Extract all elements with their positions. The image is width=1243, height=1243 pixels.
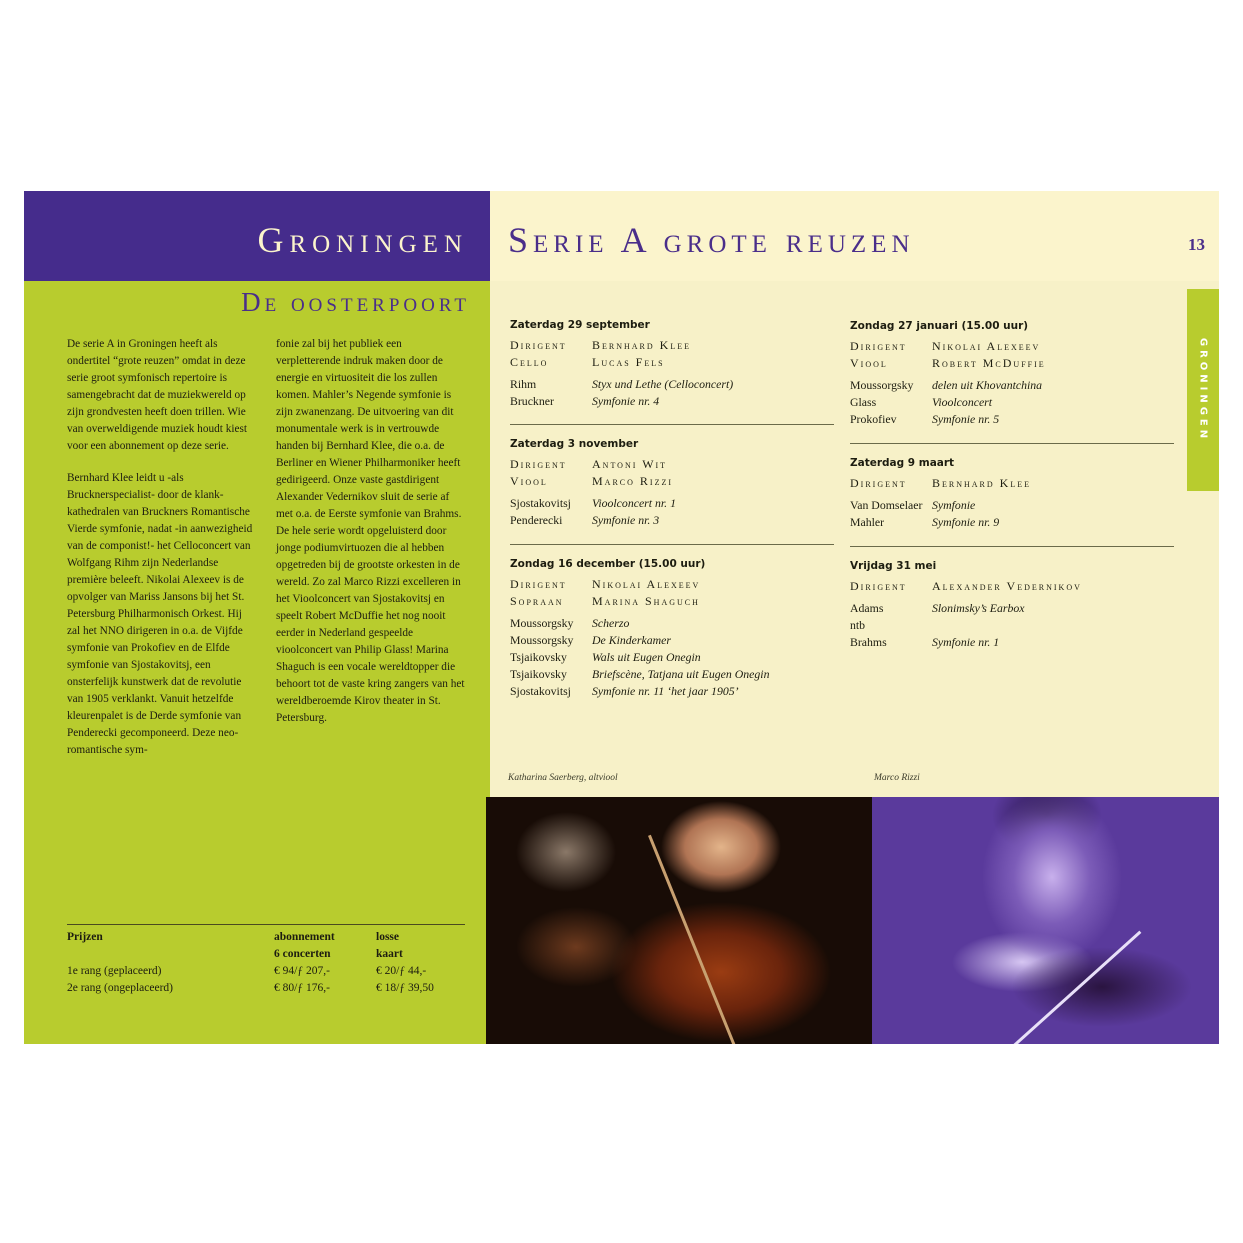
concert-date: Vrijdag 31 mei (850, 560, 937, 572)
composer: Adams (850, 601, 884, 615)
performer-role: Dirigent (850, 476, 907, 490)
performer-role: Viool (850, 356, 888, 370)
intro-panel (24, 281, 490, 1044)
bow-shape (1006, 931, 1142, 1044)
performer-role: Dirigent (510, 577, 567, 591)
price-category: 2e rang (ongeplaceerd) (67, 982, 173, 994)
subscription-header-line1: abonnement (274, 931, 335, 943)
composer: Sjostakovitsj (510, 684, 571, 698)
composer: Glass (850, 395, 877, 409)
work-title: delen uit Khovantchina (932, 378, 1043, 392)
work-title: Vioolconcert nr. 1 (592, 496, 676, 510)
performer-name: Bernhard Klee (592, 338, 691, 352)
city-title: Groningen (257, 220, 468, 260)
concert-date: Zaterdag 29 september (510, 319, 650, 331)
composer: Penderecki (510, 513, 563, 527)
violist-photo (486, 797, 872, 1044)
performer-name: Bernhard Klee (932, 476, 1031, 490)
work-title: Symfonie (932, 498, 976, 512)
divider (850, 546, 1174, 547)
concert-block (510, 558, 834, 700)
brochure-page (24, 191, 1219, 1044)
work-title: De Kinderkamer (592, 633, 671, 647)
composer: Tsjaikovsky (510, 667, 567, 681)
composer: Sjostakovitsj (510, 496, 571, 510)
intro-paragraph: De serie A in Groningen heeft als ondertitel “grote reuzen” omdat in deze serie groot symfonisch repertoire is samengebracht dat de muziekwereld op zijn grondvesten heeft doen trillen. Wie van overweldigende muziek houdt kiest voor een abonnement op deze serie. (67, 338, 248, 452)
concert-block (510, 438, 834, 529)
price-row (67, 980, 465, 997)
series-title: Serie A grote reuzen (508, 220, 915, 260)
price-single: € 20/ƒ 44,- (376, 965, 427, 977)
concert-block (850, 457, 1174, 531)
work-title: Briefscène, Tatjana uit Eugen Onegin (592, 667, 770, 681)
page-number: 13 (1188, 235, 1205, 254)
work-title: Wals uit Eugen Onegin (592, 650, 701, 664)
work-title: Scherzo (592, 616, 630, 630)
concert-date: Zaterdag 3 november (510, 438, 639, 450)
concert-date: Zaterdag 9 maart (850, 457, 955, 469)
performer-role: Viool (510, 474, 548, 488)
performer-name: Robert McDuffie (932, 356, 1046, 370)
intro-column-2 (276, 336, 466, 742)
performer-name: Marina Shaguch (592, 594, 700, 608)
work-title: Symfonie nr. 9 (932, 515, 1000, 529)
prices-table (67, 924, 465, 997)
venue-title: De oosterpoort (241, 287, 470, 317)
header-left-band (24, 191, 490, 281)
composer: ntb (850, 618, 866, 632)
photo-caption-left: Katharina Saerberg, altviool (508, 773, 618, 783)
subscription-header-line2: 6 concerten (274, 948, 331, 960)
work-title: Symfonie nr. 4 (592, 394, 660, 408)
work-title: Vioolconcert (932, 395, 993, 409)
work-title: Symfonie nr. 3 (592, 513, 660, 527)
composer: Bruckner (510, 394, 554, 408)
concert-date: Zondag 27 januari (15.00 uur) (850, 320, 1029, 332)
photo-caption-right: Marco Rizzi (874, 773, 920, 783)
subscription-header (274, 929, 376, 963)
composer: Prokofiev (850, 412, 897, 426)
performer-name: Nikolai Alexeev (932, 339, 1041, 353)
performer-role: Dirigent (850, 339, 907, 353)
single-header-line1: losse (376, 931, 399, 943)
intro-paragraph: Bernhard Klee leidt u -als Brucknerspecialist- door de klank-kathedralen van Bruckners Romantische Vierde symfonie, nadat -in aanwezigheid van de componist!- het Celloconcert van Wolfgang Rihm zijn Nederlandse première beleeft. Nikolai Alexeev is de opvolger van Mariss Jansons bij het St. Petersburg Philharmonisch Orkest. Hij zal het NNO dirigeren in o.a. de Vijfde symfonie van Prokofiev en de Elfde symfonie van Sjostakovitsj, een onsterfelijk kunstwerk dat de revolutie van 1905 verklankt. Vanuit hetzelfde kleurenpalet is de Derde symfonie van Penderecki gecomponeerd. Deze neo-romantische sym- (67, 472, 253, 756)
bow-shape (648, 835, 737, 1044)
work-title: Symfonie nr. 1 (932, 635, 1000, 649)
header-right-band (490, 191, 1219, 281)
price-subscription: € 80/ƒ 176,- (274, 982, 330, 994)
composer: Moussorgsky (510, 616, 574, 630)
composer: Van Domselaer (850, 498, 923, 512)
divider (850, 443, 1174, 444)
intro-paragraph: fonie zal bij het publiek een verpletterende indruk maken door de energie en virtuositeit die los zullen komen. Mahler’s Negende symfonie is zijn zwanenzang. De uitvoering van dit monumentale werk is in vertrouwde handen bij Bernhard Klee, die o.a. de Berliner en Wiener Philharmoniker heeft gedirigeerd. Onze vaste gastdirigent Alexander Vedernikov sluit de serie af met o.a. de Eerste symfonie van Brahms. De hele serie wordt opgeluisterd door jonge podiumvirtuozen die al hebben opgetreden bij de grootste orkesten in de wereld. Zo zal Marco Rizzi excelleren in het Vioolconcert van Sjostakovitsj en speelt Robert McDuffie het nog nooit eerder in Nederland gespeelde vioolconcert van Philip Glass! Marina Shaguch is een vocale wereldtopper die behoort tot de vaste kring zangers van het wereldberoemde Kirov theater in St. Petersburg. (276, 338, 465, 724)
divider (510, 424, 834, 425)
performer-name: Antoni Wit (592, 457, 668, 471)
performer-name: Lucas Fels (592, 355, 665, 369)
prices-label: Prijzen (67, 931, 103, 943)
work-title: Symfonie nr. 11 ‘het jaar 1905’ (592, 684, 739, 698)
single-ticket-header (376, 929, 465, 963)
composer: Moussorgsky (850, 378, 914, 392)
violinist-photo (872, 797, 1219, 1044)
price-subscription: € 94/ƒ 207,- (274, 965, 330, 977)
price-single: € 18/ƒ 39,50 (376, 982, 434, 994)
concert-block (850, 320, 1174, 428)
composer: Tsjaikovsky (510, 650, 567, 664)
performer-role: Dirigent (850, 579, 907, 593)
performer-name: Alexander Vedernikov (932, 579, 1082, 593)
composer: Moussorgsky (510, 633, 574, 647)
concert-date: Zondag 16 december (15.00 uur) (510, 558, 706, 570)
work-title: Slonimsky’s Earbox (932, 601, 1025, 615)
performer-name: Marco Rizzi (592, 474, 674, 488)
composer: Rihm (510, 377, 537, 391)
side-tab-label: GRONINGEN (1197, 337, 1209, 443)
performer-role: Dirigent (510, 338, 567, 352)
work-title: Symfonie nr. 5 (932, 412, 1000, 426)
concert-schedule (490, 281, 1187, 781)
single-header-line2: kaart (376, 948, 403, 960)
section-side-tab (1187, 289, 1219, 491)
performer-role: Sopraan (510, 594, 564, 608)
price-row (67, 963, 465, 980)
work-title: Styx und Lethe (Celloconcert) (592, 377, 734, 391)
price-category: 1e rang (geplaceerd) (67, 965, 162, 977)
composer: Mahler (850, 515, 885, 529)
divider (510, 544, 834, 545)
concert-block (850, 560, 1174, 651)
performer-role: Dirigent (510, 457, 567, 471)
composer: Brahms (850, 635, 887, 649)
intro-column-1 (67, 336, 257, 774)
performer-name: Nikolai Alexeev (592, 577, 701, 591)
performer-role: Cello (510, 355, 549, 369)
concert-block (510, 319, 834, 410)
